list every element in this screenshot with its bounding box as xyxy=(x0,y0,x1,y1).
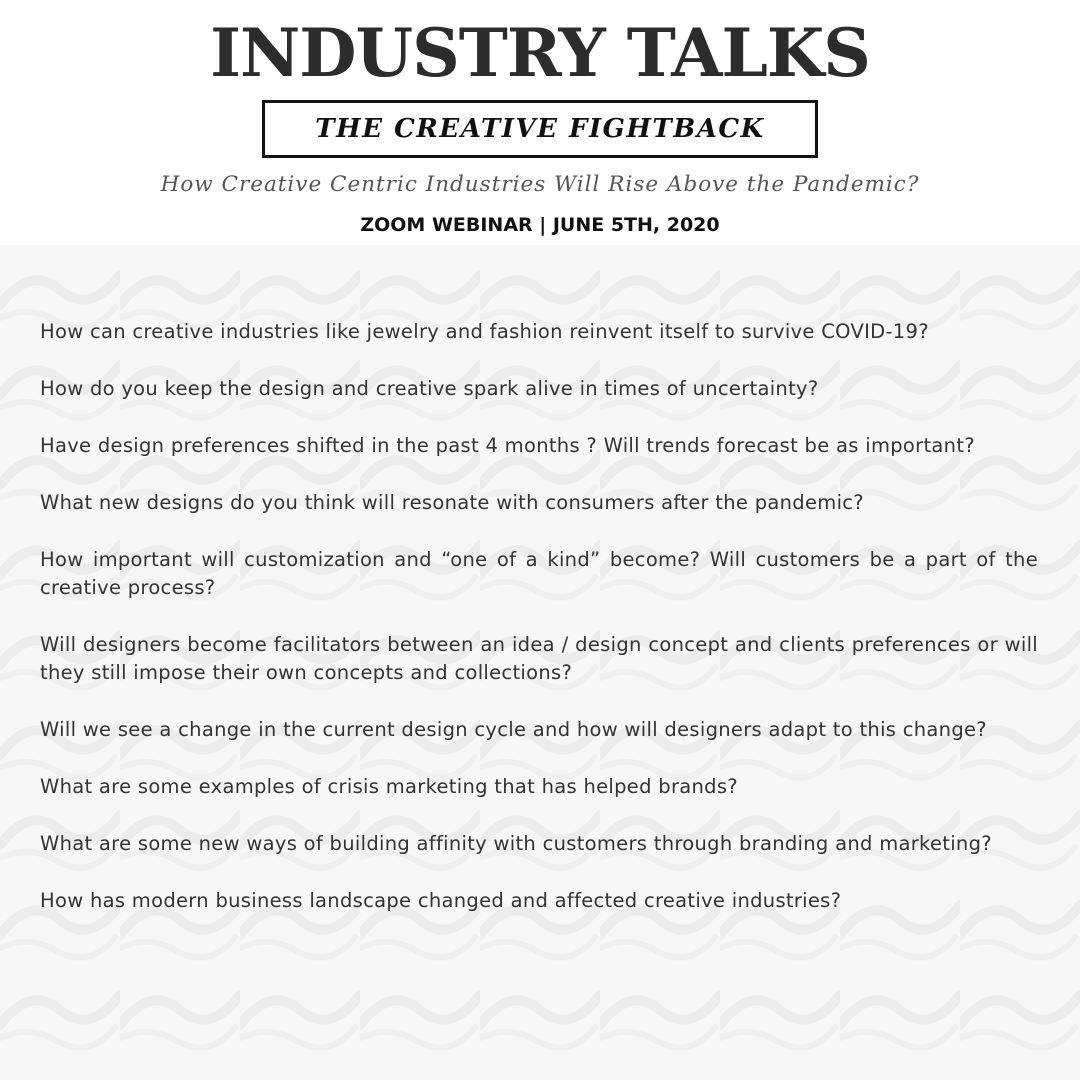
event-info: ZOOM WEBINAR | JUNE 5TH, 2020 xyxy=(360,214,720,236)
header xyxy=(0,0,1080,245)
page-title: INDUSTRY TALKS xyxy=(210,14,870,92)
subtitle-box xyxy=(262,100,818,158)
question-item: How has modern business landscape changed and affected creative industries? xyxy=(40,889,842,912)
question-item: How important will customization and “one of a kind” become? Will customers be a part of the creative process? xyxy=(40,548,1038,599)
question-item: What new designs do you think will resonate with consumers after the pandemic? xyxy=(40,491,864,514)
question-item: Have design preferences shifted in the past 4 months ? Will trends forecast be as important? xyxy=(40,434,975,457)
tagline: How Creative Centric Industries Will Rise Above the Pandemic? xyxy=(160,172,920,197)
question-item: What are some new ways of building affinity with customers through branding and marketing? xyxy=(40,832,992,855)
question-item: How do you keep the design and creative spark alive in times of uncertainty? xyxy=(40,377,819,400)
question-list xyxy=(40,318,1038,944)
question-item: Will we see a change in the current design cycle and how will designers adapt to this change? xyxy=(40,718,987,741)
question-item: What are some examples of crisis marketing that has helped brands? xyxy=(40,775,738,798)
question-item: Will designers become facilitators between an idea / design concept and clients preferences or will they still impose their own concepts and collections? xyxy=(40,633,1038,684)
question-item: How can creative industries like jewelry and fashion reinvent itself to survive COVID-19? xyxy=(40,320,929,343)
subtitle: THE CREATIVE FIGHTBACK xyxy=(315,114,765,144)
